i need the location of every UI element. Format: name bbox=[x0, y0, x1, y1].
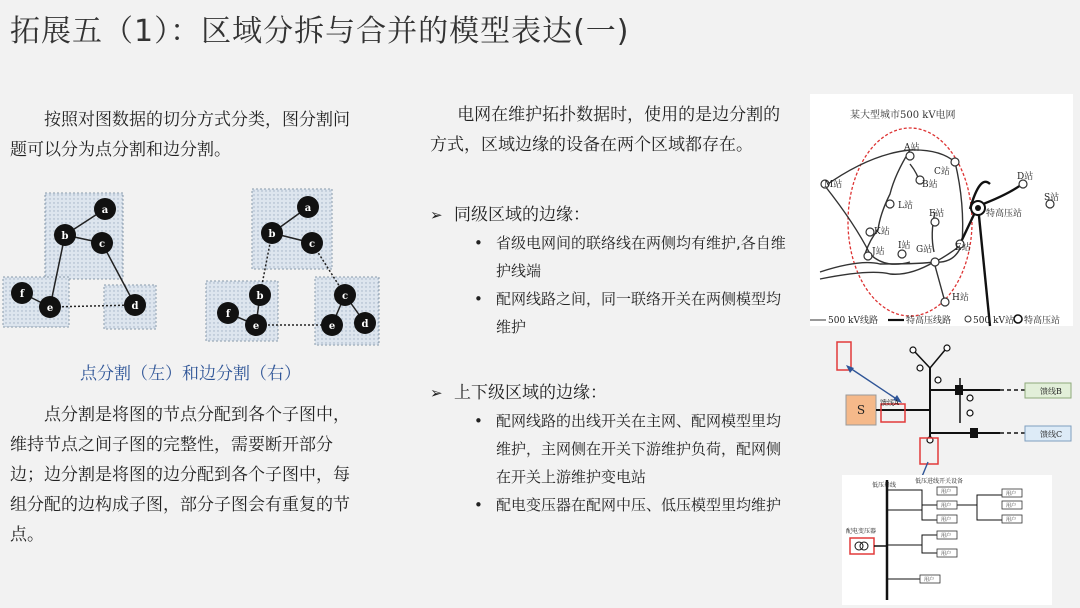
intro-paragraph: 按照对图数据的切分方式分类，图分割问题可以分为点分割和边分割。 bbox=[10, 110, 350, 160]
svg-text:b: b bbox=[268, 229, 276, 240]
body-paragraph: 点分割是将图的节点分配到各个子图中，维持节点之间子图的完整性，需要断开部分边；边分割是将图的边分配到各个子图中，每组分配的边构成子图，部分子图会有重复的节点。 bbox=[10, 405, 350, 545]
svg-text:H站: H站 bbox=[952, 293, 969, 303]
feeder-diagram bbox=[820, 338, 1080, 468]
list-item: • 配网线路之间，同一联络开关在两侧模型均维护 bbox=[496, 285, 786, 341]
map-title: 某大型城市500 kV电网 bbox=[850, 110, 956, 121]
svg-text:C站: C站 bbox=[934, 167, 950, 177]
list-item: • 配电变压器在配网中压、低压模型里均维护 bbox=[496, 491, 786, 519]
grid-intro-paragraph: 电网在维护拓扑数据时，使用的是边分割的方式，区域边缘的设备在两个区域都存在。 bbox=[430, 105, 781, 155]
grid-map-figure bbox=[810, 94, 1073, 326]
svg-text:用户: 用户 bbox=[941, 551, 952, 557]
vertex-partition-graph bbox=[3, 193, 156, 329]
svg-text:e: e bbox=[252, 321, 260, 332]
svg-text:S: S bbox=[856, 403, 866, 417]
svg-text:低压进线开关设备: 低压进线开关设备 bbox=[915, 478, 964, 485]
list-item: • 省级电网间的联络线在两侧均有维护,各自维护线端 bbox=[496, 229, 786, 285]
svg-text:用户: 用户 bbox=[941, 517, 952, 523]
svg-text:用户: 用户 bbox=[924, 577, 935, 583]
svg-text:c: c bbox=[308, 239, 316, 250]
svg-text:馈线C: 馈线C bbox=[1040, 430, 1063, 439]
svg-text:500 kV线路: 500 kV线路 bbox=[828, 316, 878, 326]
low-voltage-diagram bbox=[842, 475, 1052, 605]
section-upper-lower bbox=[430, 378, 607, 403]
node-label: b bbox=[61, 231, 69, 242]
svg-text:b: b bbox=[256, 291, 264, 302]
svg-text:用户: 用户 bbox=[1006, 491, 1017, 497]
svg-text:F站: F站 bbox=[929, 209, 945, 219]
svg-text:500 kV站: 500 kV站 bbox=[973, 316, 1014, 326]
svg-text:M站: M站 bbox=[824, 180, 843, 190]
section-same-level bbox=[430, 200, 590, 225]
svg-text:A站: A站 bbox=[904, 143, 920, 153]
svg-text:馈线B: 馈线B bbox=[1040, 387, 1062, 396]
node-label: a bbox=[101, 205, 109, 216]
bullet-icon: • bbox=[474, 234, 483, 252]
list-item: • 配网线路的出线开关在主网、配网模型里均维护，主网侧在开关下游维护负荷，配网侧在开关上游维护变电站 bbox=[496, 407, 786, 491]
svg-text:用户: 用户 bbox=[941, 489, 952, 495]
svg-text:D站: D站 bbox=[1017, 172, 1034, 182]
node-label: d bbox=[131, 301, 139, 312]
svg-text:B站: B站 bbox=[922, 180, 938, 190]
svg-text:E站: E站 bbox=[955, 243, 971, 253]
arrow-icon: ➢ bbox=[430, 206, 443, 224]
boundary-marker bbox=[837, 342, 851, 370]
page-title: 拓展五（1）：区域分拆与合并的模型表达(一) bbox=[10, 14, 630, 49]
bullet-icon: • bbox=[474, 412, 483, 430]
edge-partition-graph bbox=[206, 189, 379, 345]
svg-text:用户: 用户 bbox=[1006, 517, 1017, 523]
svg-text:a: a bbox=[304, 203, 312, 214]
svg-text:馈线A: 馈线A bbox=[880, 399, 900, 407]
svg-text:配电变压器: 配电变压器 bbox=[846, 528, 877, 535]
figure-caption: 点分割（左）和边分割（右） bbox=[80, 364, 301, 384]
svg-text:特高压线路: 特高压线路 bbox=[906, 316, 952, 326]
arrow-icon: ➢ bbox=[430, 384, 443, 402]
svg-text:特高压站: 特高压站 bbox=[986, 209, 1023, 219]
svg-text:用户: 用户 bbox=[1006, 503, 1017, 509]
svg-text:J站: J站 bbox=[872, 247, 885, 257]
bullet-icon: • bbox=[474, 290, 483, 308]
boundary-marker bbox=[850, 538, 874, 554]
node-label: f bbox=[19, 289, 25, 300]
svg-text:低压母线: 低压母线 bbox=[872, 482, 897, 489]
svg-text:d: d bbox=[361, 319, 369, 330]
section-heading: 上下级区域的边缘： bbox=[454, 383, 607, 403]
svg-text:用户: 用户 bbox=[941, 533, 952, 539]
svg-text:I站: I站 bbox=[898, 241, 911, 251]
svg-text:L站: L站 bbox=[898, 201, 913, 211]
bullet-icon: • bbox=[474, 496, 483, 514]
svg-text:c: c bbox=[341, 291, 349, 302]
node-label: e bbox=[46, 303, 54, 314]
svg-text:用户: 用户 bbox=[941, 503, 952, 509]
svg-text:K站: K站 bbox=[874, 227, 890, 237]
svg-text:特高压站: 特高压站 bbox=[1024, 316, 1061, 326]
svg-text:S站: S站 bbox=[1044, 193, 1060, 203]
section-heading: 同级区域的边缘： bbox=[454, 205, 590, 225]
node-label: c bbox=[98, 239, 106, 250]
svg-text:f: f bbox=[225, 309, 231, 320]
partition-diagram bbox=[0, 185, 369, 350]
svg-text:e: e bbox=[328, 321, 336, 332]
svg-text:G站: G站 bbox=[916, 245, 933, 255]
